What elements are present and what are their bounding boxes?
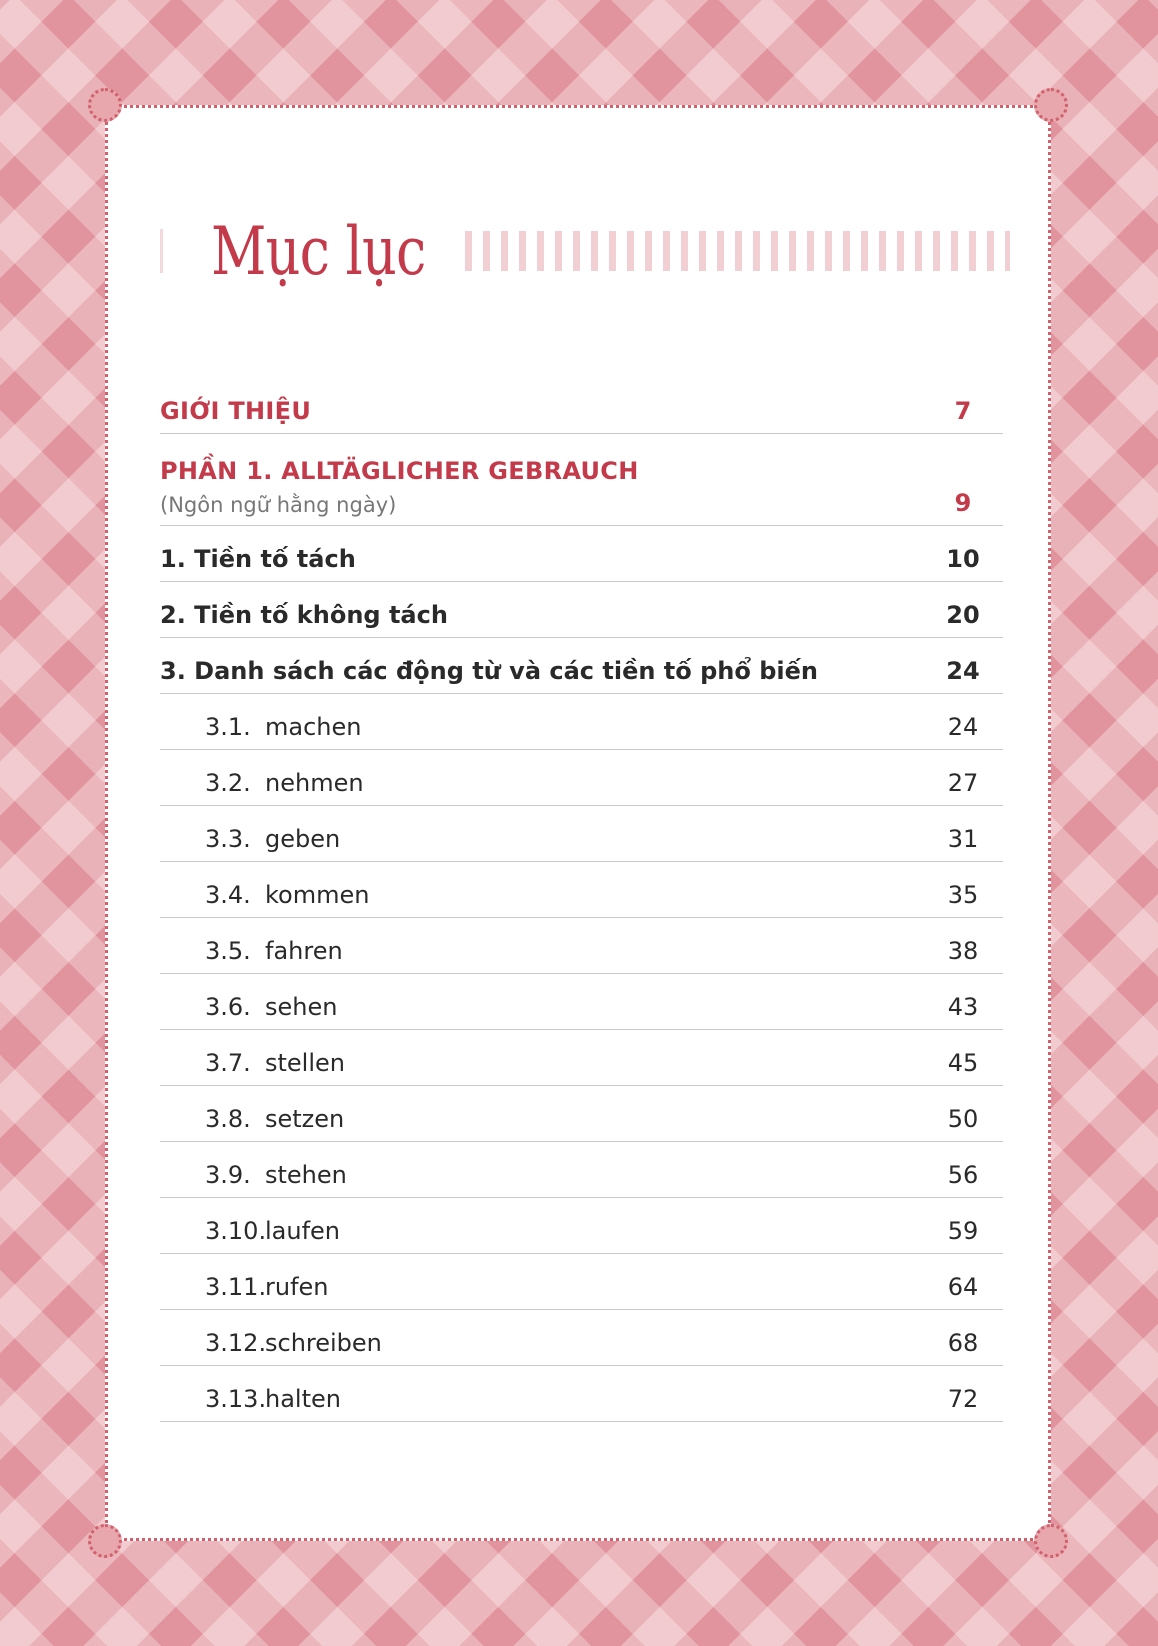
toc-page-number: 20 <box>946 601 980 629</box>
toc-page-number: 64 <box>947 1273 979 1301</box>
subitem-name: geben <box>265 825 341 853</box>
subitem-name: halten <box>265 1385 341 1413</box>
subitem-name: machen <box>265 713 362 741</box>
toc-label: 2. Tiền tố không tách <box>160 601 448 629</box>
toc-page-number: 72 <box>947 1385 979 1413</box>
toc-row-subitem[interactable] <box>160 1310 1003 1366</box>
toc-row-subitem[interactable] <box>160 1254 1003 1310</box>
subitem-name: laufen <box>265 1217 341 1245</box>
toc-row-chapter[interactable] <box>160 526 1003 582</box>
toc-row-subitem[interactable] <box>160 806 1003 862</box>
subitem-number: 3.11. <box>205 1273 267 1301</box>
toc-page-number: 31 <box>947 825 979 853</box>
subitem-number: 3.5. <box>205 937 251 965</box>
subitem-number: 3.9. <box>205 1161 251 1189</box>
corner-notch <box>88 1524 122 1558</box>
subitem-number: 3.8. <box>205 1105 251 1133</box>
toc-row-subitem[interactable] <box>160 1086 1003 1142</box>
toc-label: 1. Tiền tố tách <box>160 545 356 573</box>
decorative-stripes <box>465 231 1010 271</box>
toc-page-number: 9 <box>954 489 972 517</box>
subitem-name: sehen <box>265 993 338 1021</box>
subitem-number: 3.10. <box>205 1217 267 1245</box>
toc-page-number: 56 <box>947 1161 979 1189</box>
toc-row-chapter[interactable] <box>160 582 1003 638</box>
toc-row-subitem[interactable] <box>160 694 1003 750</box>
toc-row-subitem[interactable] <box>160 862 1003 918</box>
toc-row-subitem[interactable] <box>160 1198 1003 1254</box>
toc-label: GIỚI THIỆU <box>160 397 312 425</box>
toc-card <box>105 105 1051 1541</box>
subitem-name: stehen <box>265 1161 347 1189</box>
corner-notch <box>1034 1524 1068 1558</box>
subitem-number: 3.7. <box>205 1049 251 1077</box>
subitem-number: 3.12. <box>205 1329 267 1357</box>
subitem-number: 3.1. <box>205 713 251 741</box>
toc-row-introduction[interactable] <box>160 378 1003 434</box>
corner-notch <box>88 88 122 122</box>
toc-subtitle: (Ngôn ngữ hằng ngày) <box>160 493 397 517</box>
toc-page-number: 50 <box>947 1105 979 1133</box>
page-title: Mục lục <box>211 212 426 290</box>
subitem-name: stellen <box>265 1049 345 1077</box>
toc-page-number: 68 <box>947 1329 979 1357</box>
subitem-number: 3.6. <box>205 993 251 1021</box>
toc-page-number: 38 <box>947 937 979 965</box>
toc-page-number: 45 <box>947 1049 979 1077</box>
title-divider <box>160 229 163 273</box>
toc-page-number: 35 <box>947 881 979 909</box>
corner-notch <box>1034 88 1068 122</box>
toc-page-number: 59 <box>947 1217 979 1245</box>
toc-row-chapter[interactable] <box>160 638 1003 694</box>
subitem-number: 3.3. <box>205 825 251 853</box>
subitem-name: schreiben <box>265 1329 382 1357</box>
title-row <box>160 196 1010 306</box>
subitem-name: setzen <box>265 1105 345 1133</box>
toc-row-subitem[interactable] <box>160 1366 1003 1422</box>
subitem-number: 3.13. <box>205 1385 267 1413</box>
toc-page-number: 43 <box>947 993 979 1021</box>
toc-row-subitem[interactable] <box>160 918 1003 974</box>
toc-page-number: 27 <box>947 769 979 797</box>
subitem-name: nehmen <box>265 769 364 797</box>
toc-page-number: 10 <box>946 545 980 573</box>
subitem-number: 3.4. <box>205 881 251 909</box>
subitem-name: kommen <box>265 881 370 909</box>
toc-row-subitem[interactable] <box>160 1030 1003 1086</box>
toc-row-subitem[interactable] <box>160 1142 1003 1198</box>
subitem-number: 3.2. <box>205 769 251 797</box>
toc-page-number: 24 <box>947 713 979 741</box>
toc-label: 3. Danh sách các động từ và các tiền tố phổ biến <box>160 657 818 685</box>
subitem-name: rufen <box>265 1273 329 1301</box>
toc-page-number: 24 <box>946 657 980 685</box>
subitem-name: fahren <box>265 937 343 965</box>
toc-label: PHẦN 1. ALLTÄGLICHER GEBRAUCH <box>160 457 639 485</box>
toc-page-number: 7 <box>954 397 972 425</box>
toc-row-subitem[interactable] <box>160 974 1003 1030</box>
table-of-contents <box>160 378 1003 1422</box>
toc-row-part-1[interactable] <box>160 434 1003 526</box>
toc-row-subitem[interactable] <box>160 750 1003 806</box>
